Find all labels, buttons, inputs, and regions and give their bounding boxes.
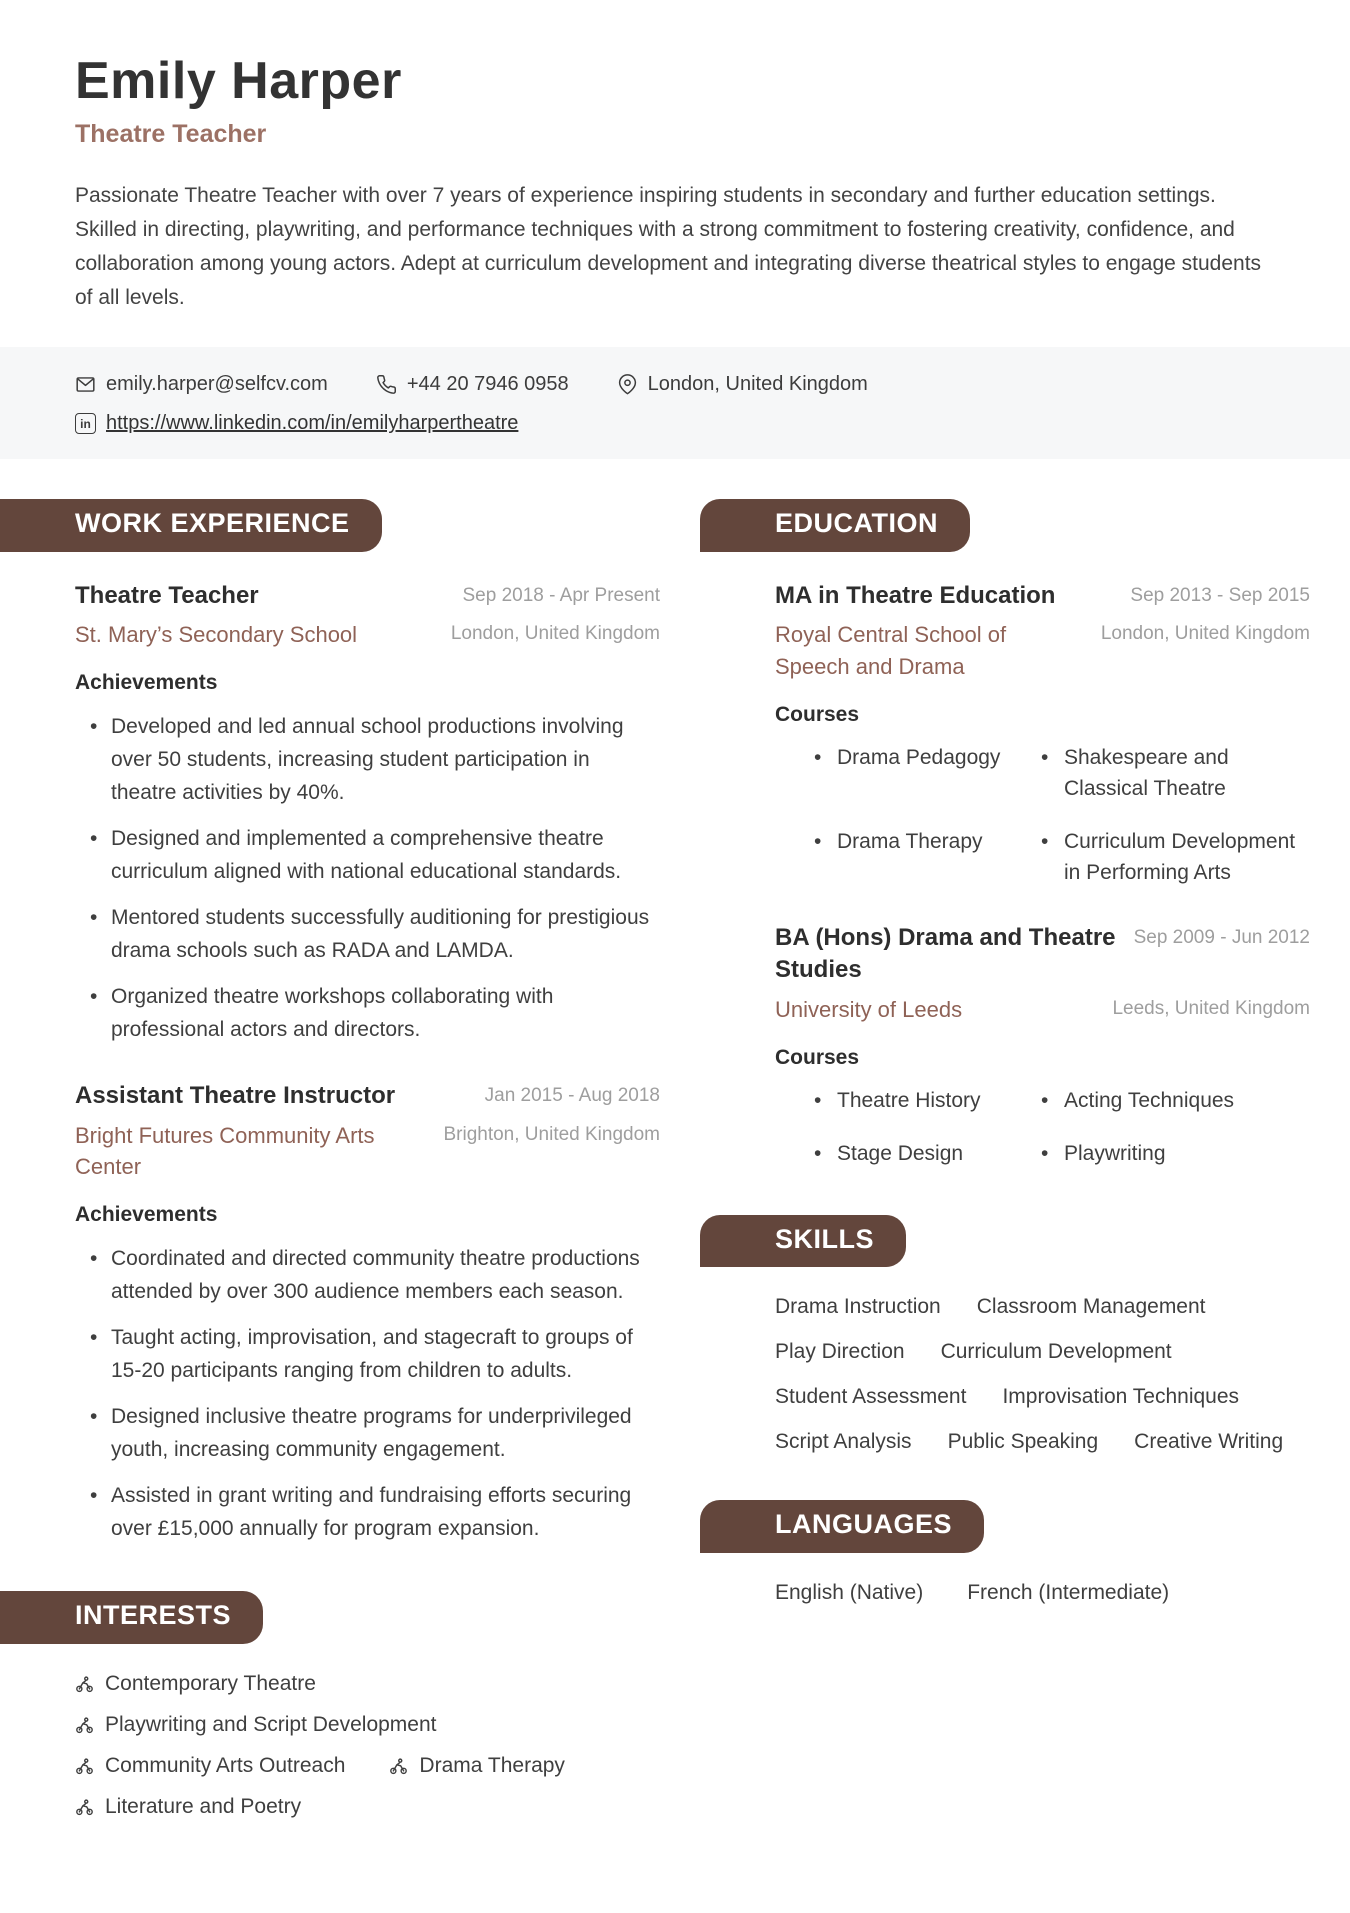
- location-item: [617, 373, 868, 396]
- header: [0, 0, 1350, 315]
- language-item: French (Intermediate): [967, 1581, 1170, 1605]
- degree-title-row: [775, 922, 1310, 987]
- interest-label: Contemporary Theatre: [105, 1672, 316, 1696]
- profile-summary: Passionate Theatre Teacher with over 7 years of experience inspiring students in secondary and further education settings. Skilled in directing, playwriting, and performance techniques with a strong commitment to fostering creativity, confidence, and collaboration among young actors. Adept at curriculum development and integrating diverse theatrical styles to engage students of all levels.: [75, 184, 1262, 310]
- skill-item: Play Direction: [775, 1340, 905, 1364]
- course-item: • Shakespeare and Classical Theatre: [1038, 742, 1310, 804]
- bottom-whitespace: [0, 1865, 1350, 1913]
- degree-title-row: [775, 580, 1310, 612]
- linkedin-item: [75, 412, 1275, 435]
- education-badge: EDUCATION: [700, 499, 970, 552]
- skill-item: Creative Writing: [1134, 1430, 1284, 1454]
- phone-value: +44 20 7946 0958: [406, 373, 569, 396]
- course-item: • Playwriting: [1038, 1138, 1310, 1169]
- job-title-row: [75, 1080, 660, 1112]
- degree-entry: [775, 922, 1310, 1169]
- skill-item: Improvisation Techniques: [1002, 1385, 1240, 1409]
- achievements-list: [75, 1242, 660, 1545]
- degree-title: MA in Theatre Education: [775, 581, 1056, 609]
- left-column: [0, 499, 660, 1865]
- skills-badge: SKILLS: [700, 1215, 906, 1268]
- interests-header: [75, 1591, 660, 1644]
- interests-section: [75, 1591, 660, 1819]
- skills-section: [700, 1215, 1310, 1455]
- course-item: • Stage Design: [811, 1138, 1016, 1169]
- achievement-bullet: • Taught acting, improvisation, and stagecraft to groups of 15-20 participants ranging from children to adults.: [75, 1321, 660, 1387]
- degree-location: Leeds, United Kingdom: [1112, 997, 1310, 1019]
- interests-list: [75, 1672, 660, 1819]
- interest-item: [75, 1713, 437, 1737]
- degree-location: London, United Kingdom: [1100, 623, 1310, 645]
- cyclist-icon: [75, 1716, 94, 1735]
- course-item: • Theatre History: [811, 1085, 1016, 1116]
- cyclist-icon: [75, 1675, 94, 1694]
- languages-header: [700, 1500, 1310, 1553]
- degree-dates: Sep 2009 - Jun 2012: [1133, 927, 1310, 949]
- achievement-bullet: • Coordinated and directed community theatre productions attended by over 300 audience members each season.: [75, 1242, 660, 1308]
- email-value: emily.harper@selfcv.com: [106, 373, 328, 396]
- courses-list: [811, 1085, 1310, 1169]
- degree-entry: [775, 580, 1310, 888]
- interests-badge: INTERESTS: [0, 1591, 263, 1644]
- interest-label: Drama Therapy: [419, 1754, 565, 1778]
- right-column: [700, 499, 1310, 1651]
- work-experience-header: [75, 499, 660, 552]
- education-header: [700, 499, 1310, 552]
- job-company: Bright Futures Community Arts Center: [75, 1122, 375, 1180]
- job-title: Assistant Theatre Instructor: [75, 1082, 396, 1110]
- job-company-row: [75, 1120, 660, 1184]
- interest-item: [75, 1795, 301, 1819]
- location-value: London, United Kingdom: [647, 373, 868, 396]
- degree-title: BA (Hons) Drama and Theatre Studies: [775, 924, 1116, 984]
- achievement-bullet: • Designed inclusive theatre programs for underprivileged youth, increasing community engagement.: [75, 1400, 660, 1466]
- interest-row: [75, 1795, 660, 1819]
- linkedin-link[interactable]: https://www.linkedin.com/in/emilyharpertheatre: [106, 412, 519, 435]
- courses-label: Courses: [775, 703, 860, 727]
- courses-list: [811, 742, 1310, 888]
- location-pin-icon: [617, 374, 638, 395]
- interest-row: [75, 1672, 660, 1696]
- interest-row: [75, 1754, 660, 1778]
- work-experience-badge: WORK EXPERIENCE: [0, 499, 382, 552]
- achievements-label: Achievements: [75, 1203, 218, 1227]
- skill-item: Public Speaking: [947, 1430, 1099, 1454]
- job-dates: Jan 2015 - Aug 2018: [484, 1085, 660, 1107]
- languages-section: [700, 1500, 1310, 1605]
- achievement-bullet: • Designed and implemented a comprehensive theatre curriculum aligned with national educational standards.: [75, 822, 660, 888]
- degree-school: Royal Central School of Speech and Drama: [775, 622, 1007, 680]
- skill-item: Drama Instruction: [775, 1295, 941, 1319]
- achievement-bullet: • Organized theatre workshops collaborating with professional actors and directors.: [75, 980, 660, 1046]
- skill-item: Classroom Management: [976, 1295, 1206, 1319]
- phone-icon: [376, 374, 397, 395]
- skill-item: Script Analysis: [775, 1430, 912, 1454]
- interest-item: [75, 1672, 316, 1696]
- linkedin-icon: in: [75, 413, 96, 434]
- skills-body: [775, 1295, 1310, 1454]
- degree-dates: Sep 2013 - Sep 2015: [1130, 584, 1310, 606]
- course-item: • Curriculum Development in Performing Arts: [1038, 826, 1310, 888]
- achievement-bullet: • Mentored students successfully auditioning for prestigious drama schools such as RADA and LAMDA.: [75, 901, 660, 967]
- degree-school-row: [775, 619, 1310, 683]
- languages-body: [775, 1581, 1310, 1605]
- education-section: [700, 499, 1310, 1169]
- job-location: Brighton, United Kingdom: [443, 1123, 660, 1145]
- languages-list: [775, 1581, 1310, 1605]
- skills-list: [775, 1295, 1290, 1454]
- phone-item: [376, 373, 569, 396]
- person-job-title: Theatre Teacher: [75, 120, 267, 149]
- contact-bar: [0, 347, 1350, 459]
- skills-header: [700, 1215, 1310, 1268]
- achievement-bullet: • Assisted in grant writing and fundraising efforts securing over £15,000 annually for program expansion.: [75, 1479, 660, 1545]
- job-title: Theatre Teacher: [75, 581, 259, 609]
- cyclist-icon: [75, 1798, 94, 1817]
- mail-icon: [75, 374, 96, 395]
- cyclist-icon: [389, 1757, 408, 1776]
- degree-school: University of Leeds: [775, 996, 963, 1022]
- job-entry: [75, 580, 660, 1046]
- interest-row: [75, 1713, 660, 1737]
- courses-label: Courses: [775, 1045, 860, 1069]
- achievements-label: Achievements: [75, 671, 218, 695]
- email-item: [75, 373, 328, 396]
- achievement-bullet: • Developed and led annual school productions involving over 50 students, increasing student participation in theatre activities by 40%.: [75, 710, 660, 809]
- course-item: • Drama Therapy: [811, 826, 1016, 888]
- education-body: [775, 580, 1310, 1169]
- job-company: St. Mary’s Secondary School: [75, 622, 358, 648]
- interest-label: Literature and Poetry: [105, 1795, 302, 1819]
- interest-label: Playwriting and Script Development: [105, 1713, 437, 1737]
- job-company-row: [75, 619, 660, 651]
- cyclist-icon: [75, 1757, 94, 1776]
- job-entry: [75, 1080, 660, 1545]
- course-item: • Drama Pedagogy: [811, 742, 1016, 804]
- language-item: English (Native): [775, 1581, 924, 1605]
- interest-item: [389, 1754, 565, 1778]
- degree-school-row: [775, 994, 1310, 1026]
- skill-item: Curriculum Development: [940, 1340, 1172, 1364]
- interest-item: [75, 1754, 345, 1778]
- job-dates: Sep 2018 - Apr Present: [462, 584, 660, 606]
- skill-item: Student Assessment: [775, 1385, 967, 1409]
- job-location: London, United Kingdom: [450, 623, 660, 645]
- job-title-row: [75, 580, 660, 612]
- achievements-list: [75, 710, 660, 1046]
- person-name: Emily Harper: [75, 52, 402, 110]
- content-columns: [0, 499, 1350, 1865]
- contact-row: [75, 373, 1275, 396]
- course-item: • Acting Techniques: [1038, 1085, 1310, 1116]
- interest-label: Community Arts Outreach: [105, 1754, 346, 1778]
- work-experience-section: [75, 499, 660, 1545]
- languages-badge: LANGUAGES: [700, 1500, 984, 1553]
